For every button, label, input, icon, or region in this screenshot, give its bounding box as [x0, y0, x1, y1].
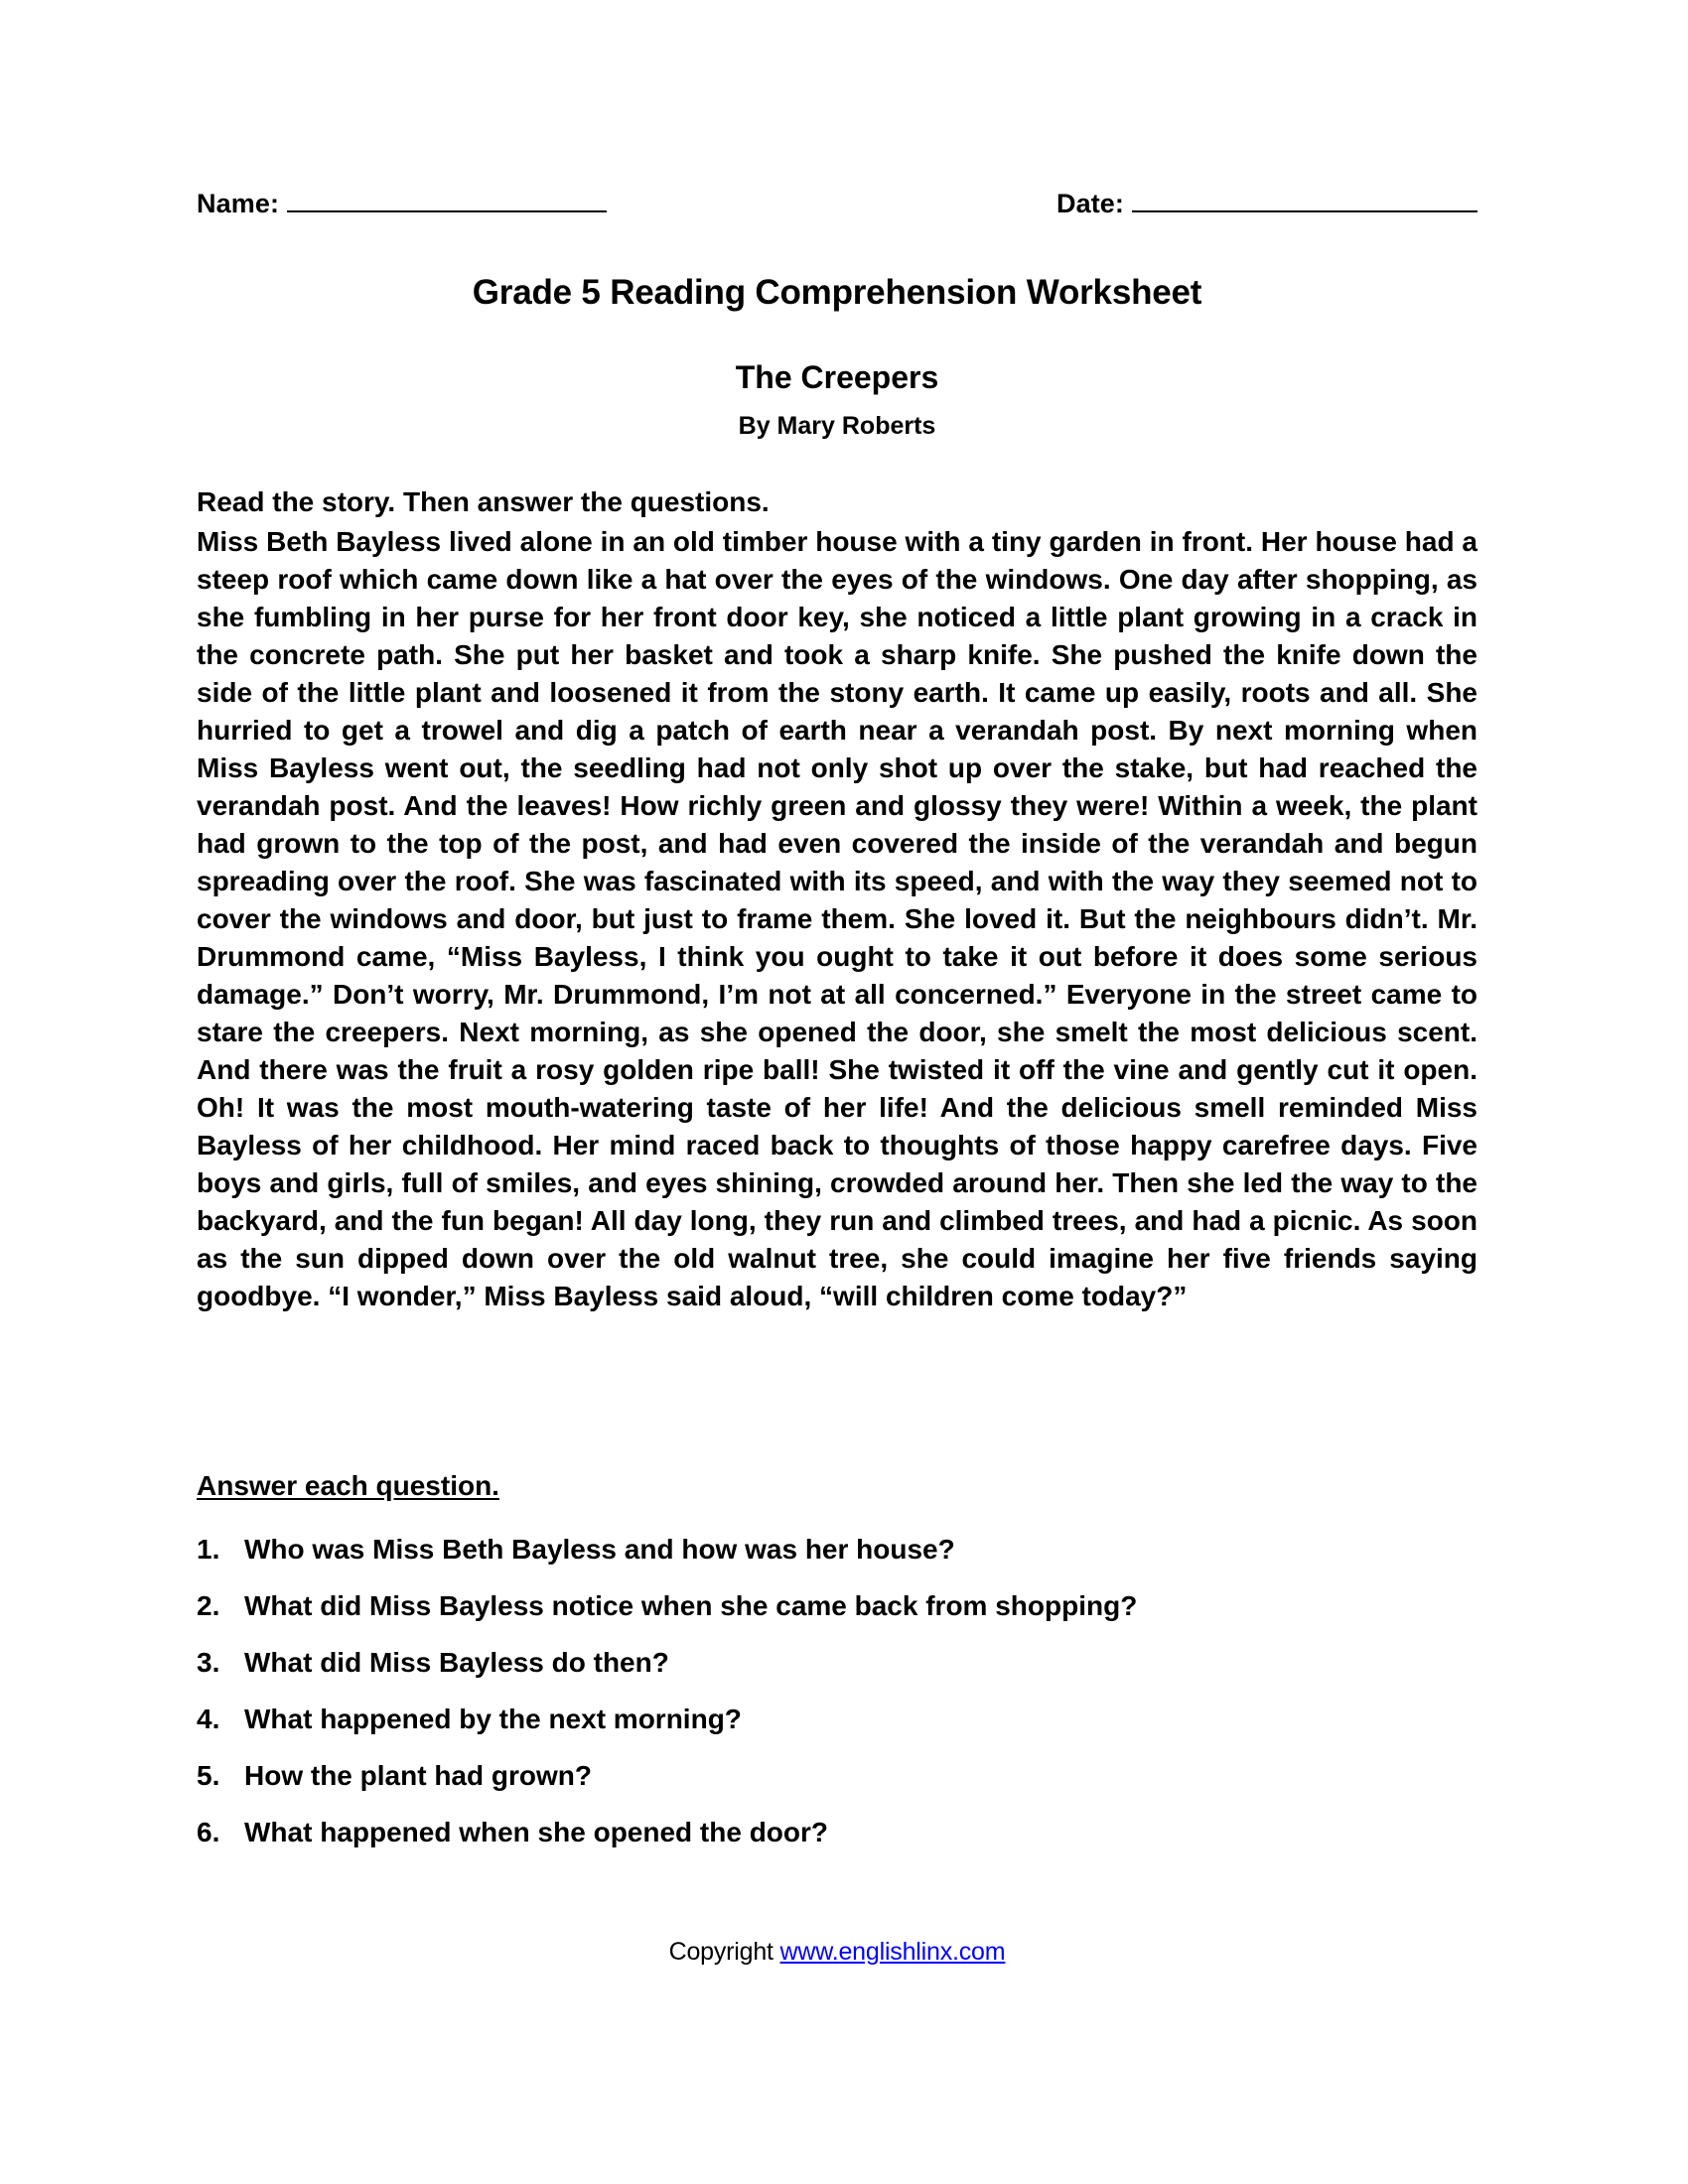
- question-text: What did Miss Bayless do then?: [244, 1647, 669, 1678]
- question-text: What happened by the next morning?: [244, 1704, 742, 1734]
- footer-copyright: [197, 1938, 1477, 1967]
- question-number: 5.: [197, 1760, 220, 1791]
- page-title: Grade 5 Reading Comprehension Worksheet: [472, 273, 1202, 312]
- question-text: What did Miss Bayless notice when she came back from shopping?: [244, 1590, 1138, 1621]
- question-list: [197, 1534, 1477, 1873]
- name-input-line[interactable]: [287, 209, 607, 212]
- list-item[interactable]: [197, 1647, 1477, 1704]
- name-date-row: [197, 189, 1477, 219]
- date-field-group: [1056, 189, 1477, 219]
- question-number: 2.: [197, 1590, 220, 1621]
- list-item[interactable]: [197, 1760, 1477, 1817]
- list-item[interactable]: [197, 1817, 1477, 1873]
- name-field-group: [197, 189, 607, 219]
- name-label: Name:: [197, 189, 280, 218]
- list-item[interactable]: [197, 1704, 1477, 1760]
- question-number: 4.: [197, 1704, 220, 1734]
- question-number: 3.: [197, 1647, 220, 1678]
- englishlinx-link[interactable]: www.englishlinx.com: [779, 1938, 1006, 1966]
- story-passage: Miss Beth Bayless lived alone in an old timber house with a tiny garden in front. Her house had a steep roof which came down like a hat over the eyes of the windows. One day after shopping, as she fumbling in her purse for her front door key, she noticed a little plant growing in a crack in the concrete path. She put her basket and took a sharp knife. She pushed the knife down the side of the little plant and loosened it from the stony earth. It came up easily, roots and all. She hurried to get a trowel and dig a patch of earth near a verandah post. By next morning when Miss Bayless went out, the seedling had not only shot up over the stake, but had reached the verandah post. And the leaves! How richly green and glossy they were! Within a week, the plant had grown to the top of the post, and had even covered the inside of the verandah and begun spreading over the roof. She was fascinated with its speed, and with the way they seemed not to cover the windows and door, but just to frame them. She loved it. But the neighbours didn’t. Mr. Drummond came, “Miss Bayless, I think you ought to take it out before it does some serious damage.” Don’t worry, Mr. Drummond, I’m not at all concerned.” Everyone in the street came to stare the creepers. Next morning, as she opened the door, she smelt the most delicious scent. And there was the fruit a rosy golden ripe ball! She twisted it off the vine and gently cut it open. Oh! It was the most mouth-watering taste of her life! And the delicious smell reminded Miss Bayless of her childhood. Her mind raced back to thoughts of those happy carefree days. Five boys and girls, full of smiles, and eyes shining, crowded around her. Then she led the way to the backyard, and the fun began! All day long, they run and climbed trees, and had a picnic. As soon as the sun dipped down over the old walnut tree, she could imagine her five friends saying goodbye. “I wonder,” Miss Bayless said aloud, “will children come today?”: [197, 526, 1477, 1311]
- question-number: 1.: [197, 1534, 220, 1565]
- question-text: Who was Miss Beth Bayless and how was her house?: [244, 1534, 955, 1565]
- date-label: Date:: [1055, 189, 1124, 218]
- date-input-line[interactable]: [1132, 209, 1477, 212]
- list-item[interactable]: [197, 1590, 1477, 1647]
- question-text: How the plant had grown?: [244, 1760, 592, 1791]
- story-author: By Mary Roberts: [738, 412, 936, 440]
- directions-text: Read the story. Then answer the questions.: [197, 486, 770, 517]
- question-number: 6.: [197, 1817, 220, 1847]
- story-title: The Creepers: [735, 359, 939, 395]
- question-text: What happened when she opened the door?: [244, 1817, 829, 1847]
- copyright-label: Copyright: [668, 1938, 780, 1966]
- answer-section-heading: Answer each question.: [197, 1470, 499, 1501]
- list-item[interactable]: [197, 1534, 1477, 1590]
